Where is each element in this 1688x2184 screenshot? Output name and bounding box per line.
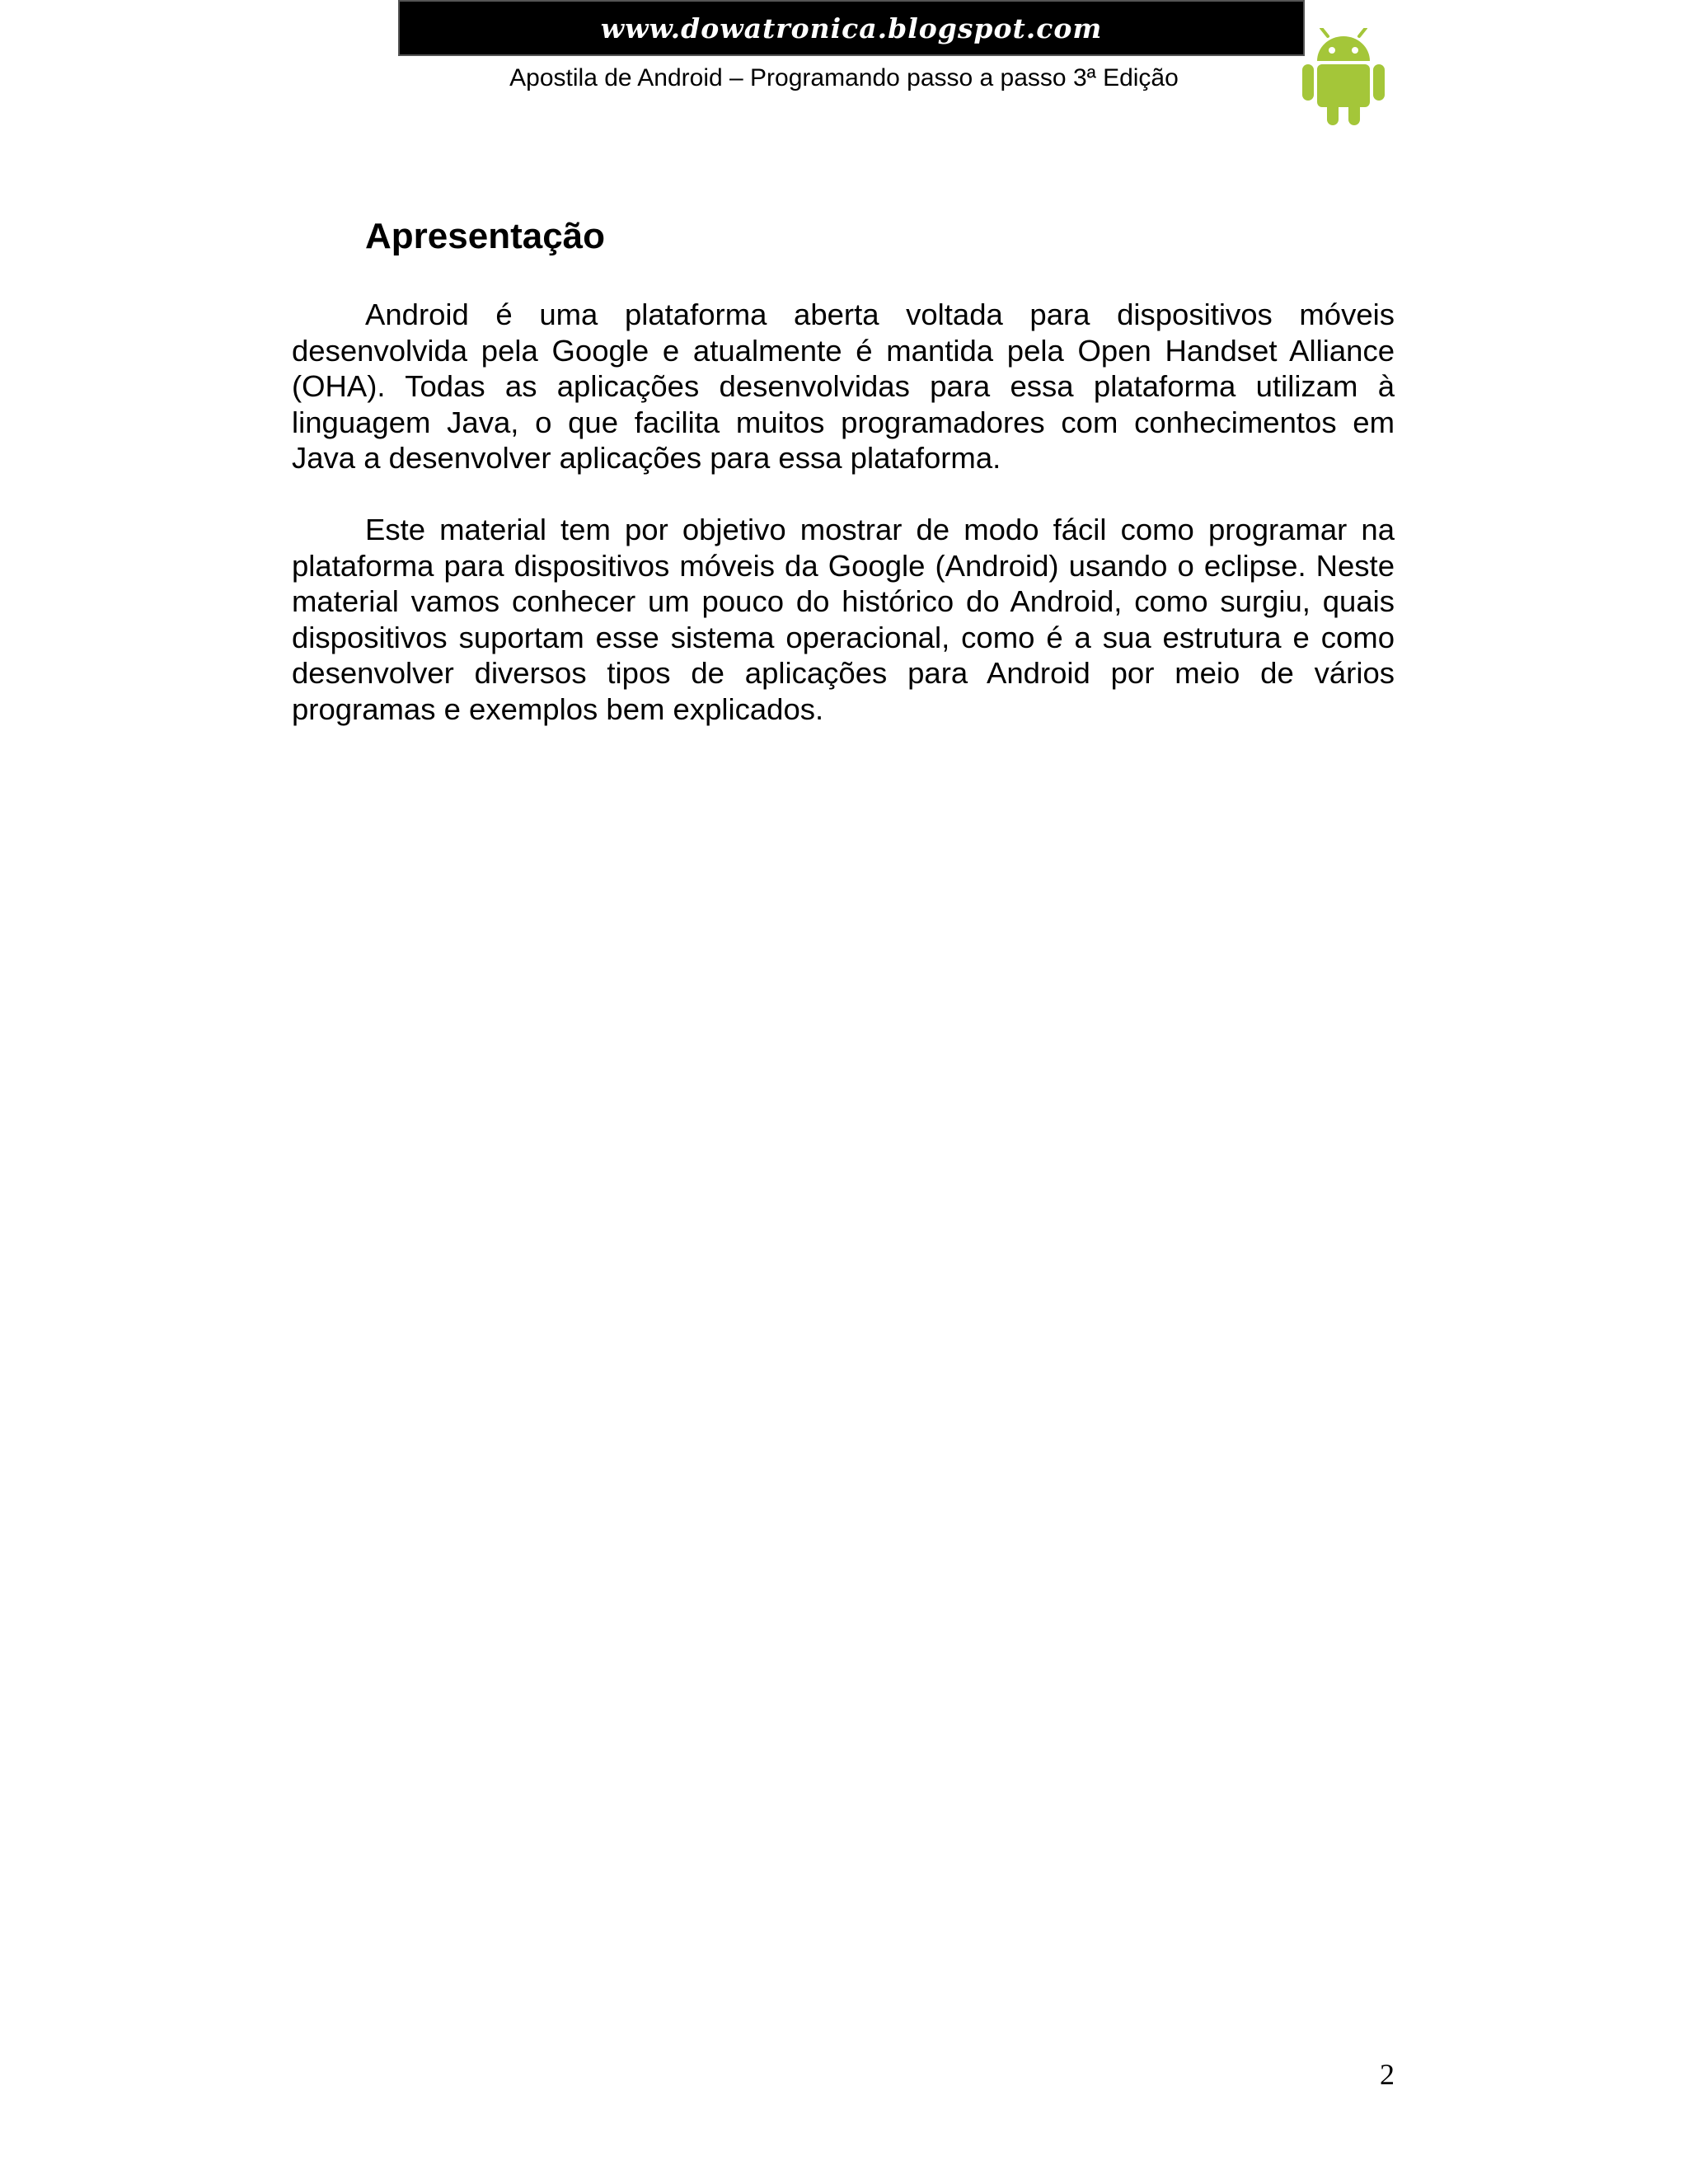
running-header-title: Apostila de Android – Programando passo a passo 3ª Edição — [509, 64, 1179, 91]
android-robot-icon — [1301, 28, 1386, 125]
page-number: 2 — [1380, 2058, 1395, 2091]
intro-paragraph: Android é uma plataforma aberta voltada para dispositivos móveis desenvolvida pela Google e atualmente é mantida pela Open Handset Alliance (OHA). Todas as aplicações desenvolvidas para essa plataforma utilizam à linguagem Java, o que facilita muitos programadores com conhecimentos em Java a desenvolver aplicações para essa plataforma. — [292, 298, 1395, 475]
section-heading: Apresentação — [365, 216, 606, 256]
objective-paragraph: Este material tem por objetivo mostrar de modo fácil como programar na plataforma para dispositivos móveis da Google (Android) usando o eclipse. Neste material vamos conhecer um pouco do histórico do Android, como surgiu, quais dispositivos suportam esse sistema operacional, como é a sua estrutura e como desenvolver diversos tipos de aplicações para Android por meio de vários programas e exemplos bem explicados. — [292, 513, 1395, 726]
banner-url-text: www.dowatronica.blogspot.com — [600, 12, 1103, 45]
website-banner — [398, 0, 1305, 56]
